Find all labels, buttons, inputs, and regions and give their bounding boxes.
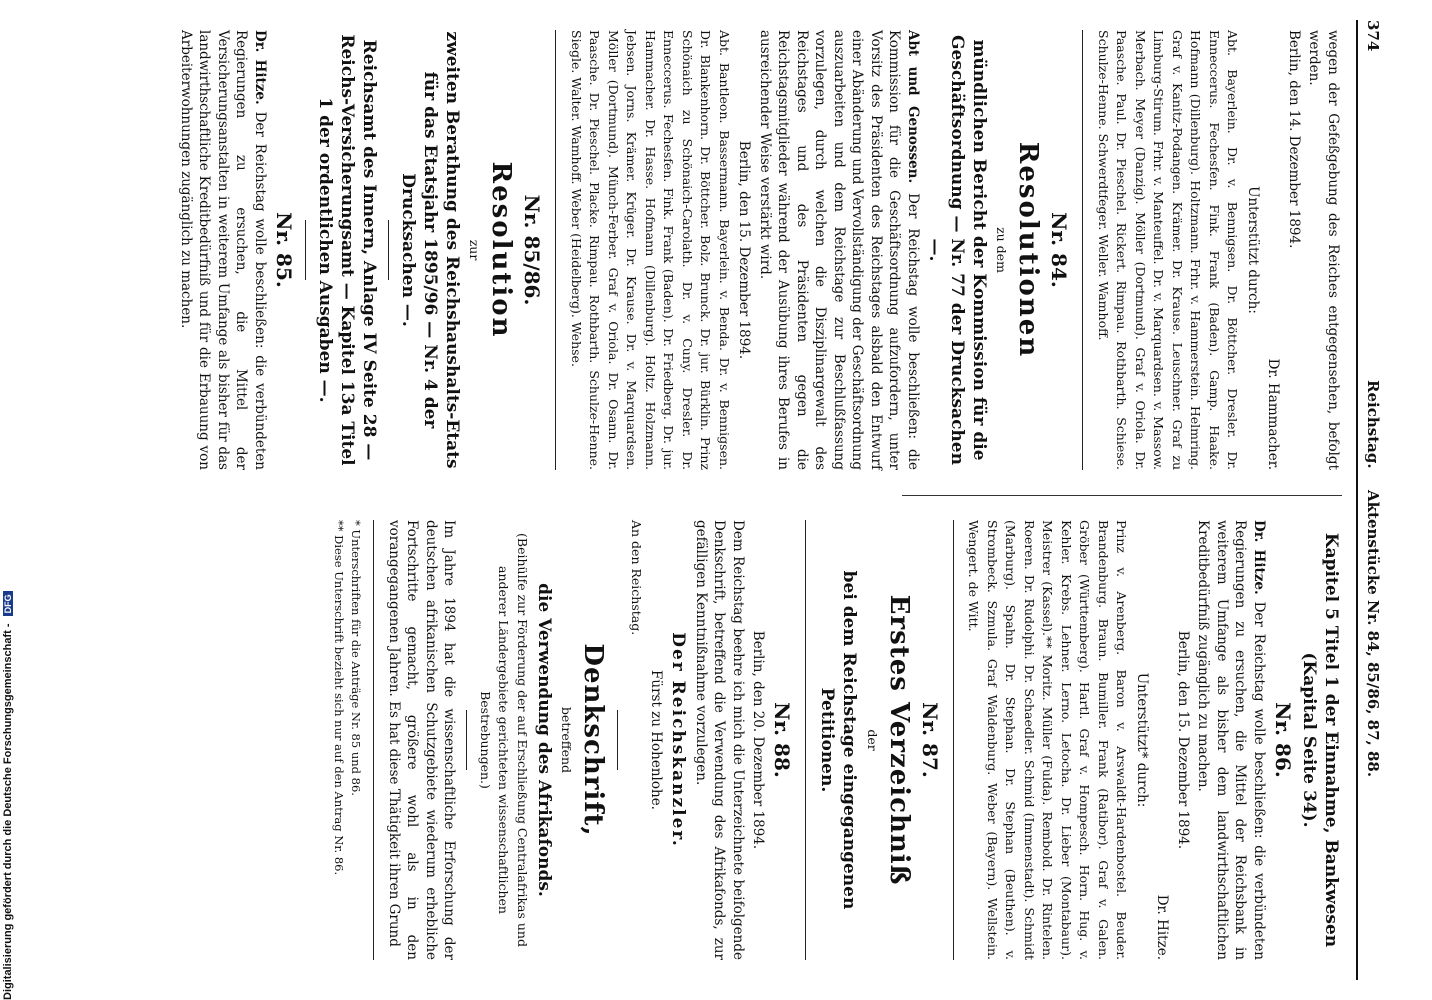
supporters-2: Abt. Bantleon. Bassermann. Bayerlein. v. Benda. Dr. v. Bennigsen. Dr. Blankenhorn. Dr. Böttcher. Bolz. Brunck. Dr. jur. Bürklin. Prinz Schönaich zu Schönaich-Carolath. Dr. v. Cuny. Dresler. Dr. Enneccerus. Fechesfen. Fink. Frank (Baden). Dr. Friedberg. Dr. jur. Hammacher. Dr. Hasse. Hofmann (Dillenburg). Holtz. Holzmann. Jebsen. Jorns. Krämer. Krüger. Dr. Krause. Dr. v. Marquardsen. Möller (Dortmund). Münch-Ferber. Graf v. Oriola. Dr. Osann. Dr. Paasche. Dr. Pieschel. Placke. Rimpau. Rothbarth. Schulze-Henne. Siegle. Walter. Wamhoff. Weber (Heidelberg). Wehse. <box>569 30 732 470</box>
separator-rule <box>556 30 557 470</box>
short-rule <box>618 710 619 770</box>
dfg-logo: DFG <box>3 591 13 616</box>
chancellor-title: Der Reichskanzler. <box>668 632 689 848</box>
second-reading-reference: zweiten Berathung des Reichshaushalts-Etats für das Etatsjahr 1895/96 — Nr. 4 der Drucksachen —. <box>398 31 462 469</box>
supported-by-2: Unterstützt* durch: <box>1134 672 1150 808</box>
page-number: 374 <box>1364 20 1382 52</box>
zu-dem-label: zu dem <box>994 227 1010 273</box>
header-title: Aktenstücke Nr. 84, 85/86, 87, 88. <box>1364 490 1382 778</box>
separator-rule <box>1083 30 1084 470</box>
nr-84-text: Der Reichstag wolle beschließen: die Kommission für die Geschäftsordnung aufzufordern, unter Vorsitz des Präsidenten des Reichstages alsbald den Entwurf einer Abänderung und Vervollständigung der Geschäftsordnung auszuarbeiten und dem Reichstage zur Beschlußfassung vorzulegen, durch welchen die Disziplinargewalt des Reichstages und des Präsidenten gegen die Reichstagsmitglieder während der Ausübung ihres Berufes in ausreichender Weise verstärkt wird. <box>757 30 921 470</box>
beihilfe-note: (Beihülfe zur Förderung der auf Erschließung Centralafrikas und anderer Ländergebiete gerichteten wissenschaftlichen Bestrebungen.) <box>478 533 530 947</box>
nr-86-heading: Nr. 86. <box>1271 702 1295 778</box>
kapitel-heading: Kapitel 5 Titel 1 der Einnahme, Bankwesen (Kapital Seite 34). <box>1299 532 1341 948</box>
reichsamt-reference: Reichsamt des Innern, Anlage IV Seite 28 — Reichs-Versicherungsamt — Kapitel 13a Titel 1 der ordentlichen Ausgaben —. <box>315 34 379 466</box>
date-3: Berlin, den 15. Dezember 1894. <box>1175 630 1191 850</box>
nr-84-heading: Nr. 84. <box>1047 212 1072 288</box>
page-header <box>1356 20 1384 980</box>
addressee: An den Reichstag. <box>629 520 644 636</box>
signer-3: Dr. Hitze. <box>1154 894 1171 960</box>
der-label: der <box>865 729 880 751</box>
digitization-credit-strip <box>0 0 22 1000</box>
nr-8586-heading: Nr. 85/86. <box>520 194 545 306</box>
separator-rule <box>806 520 807 960</box>
denkschrift-heading: Denkschrift, <box>578 643 609 837</box>
nr-84-body <box>756 30 923 470</box>
chancellor-name: Fürst zu Hohenlohe. <box>648 670 665 810</box>
verwendung-heading: die Verwendung des Afrikafonds. <box>534 583 554 897</box>
date-2: Berlin, den 15. Dezember 1894. <box>736 140 753 360</box>
separator-rule <box>953 520 954 960</box>
column-divider <box>902 495 1342 496</box>
betreffend-label: betreffend <box>559 706 575 774</box>
nr-85-text: Der Reichstag wolle beschließen: die verbündeten Regierungen zu ersuchen, die Mittel der Versicherungsanstalten in weiterem Umfange als bisher für das landwirthschaftliche Kreditbedürfniß und für die Erbauung von Arbeiterwohnungen zugänglich zu machen. <box>178 30 268 471</box>
nr-86-body <box>1194 520 1268 960</box>
zur-label: zur <box>467 239 483 261</box>
digitization-credit-text: Digitalisierung gefördert durch die Deutsche Forschungsgemeinschaft - <box>2 623 14 1000</box>
footnote-2: ** Diese Unterschrift bezieht sich nur auf den Antrag Nr. 86. <box>332 520 347 876</box>
nr-86-signer: Dr. Hitze. <box>1251 520 1267 595</box>
date-1: Berlin, den 14. Dezember 1894. <box>1286 30 1302 249</box>
erstes-verzeichnis-heading: Erstes Verzeichniß <box>884 594 914 886</box>
supporters-1: Abt. Bayerlein. Dr. v. Bennigsen. Dr. Böttcher. Dresler. Dr. Enneccerus. Fechesfen. Fink. Frank (Baden). Gamp. Haake. Hofmann (Dillenburg). Holtzmann. Frhr. v. Hammerstein. Helmring. Graf v. Kanitz-Podangen. Krämer. Dr. Krause. Leuschner. Graf zu Limburg-Stirum. Frhr. v. Manteuffel. Dr. v. Marquardsen. v. Massow. Merbach. Meyer (Danzig). Möller (Dortmund). Graf v. Oriola. Dr. Paasche. Paul. Dr. Pieschel. Rickert. Rimpau. Rothbarth. Schiese. Schulze-Henne. Schwerdtfeger. Weller. Wamhoff. <box>1096 30 1241 470</box>
nr-84-authors: Abt und Genossen. <box>905 30 921 184</box>
footnote-1: * Unterschriften für die Anträge Nr. 85 und 86. <box>349 520 364 796</box>
resolution-heading: Resolution <box>486 161 517 339</box>
nr-85-heading: Nr. 85. <box>272 212 296 288</box>
digitization-credit <box>2 580 14 1000</box>
intro-text: wegen der Gefeßgebung des Reiches entgegensehen, befolgt werden. <box>1306 30 1341 470</box>
left-column <box>175 30 1343 470</box>
nr-88-heading: Nr. 88. <box>770 702 795 778</box>
signer-1: Dr. Hammacher. <box>1265 358 1282 470</box>
right-column <box>330 520 1343 960</box>
supporters-3: Prinz v. Arenberg. Baron v. Arswaldt-Hardenbostel. Beuder. Brandenburg. Braun. Bumiller. Frank (Ratibor). Graf v. Galen. Gröber (Württemberg). Hartl. Graf v. Hompesch. Horn. Hug. v. Kehler. Krebs. Lehner. Lerno. Letocha. Dr. Lieber (Montabaur). Meistrer (Kassel).** Moritz. Müller (Fulda). Rembold. Dr. Rintelen. Roeren. Dr. Rudolphi. Dr. Schaedler. Schmid (Immenstadt). Schmidt (Marburg). Spahn. Dr. Stephan. Dr. Stephan (Beuthen). v. Strombeck. Szmula. Graf Waldenburg. Weber (Bayern). Wellstein. Wengert. de Witt. <box>966 520 1130 960</box>
nr-86-text: Der Reichstag wolle beschließen: die verbündeten Regierungen zu ersuchen, die Mittel der Reichsbank in weiterem Umfange als bisher dem landwirthschaftlichen Kreditbedürfniß zugänglich zu machen. <box>1195 520 1267 961</box>
report-reference: mündlichen Bericht der Kommission für die Geschäftsordnung — Nr. 77 der Drucksachen —. <box>925 35 989 465</box>
nr-87-heading: Nr. 87. <box>918 702 942 778</box>
petitions-heading: bei dem Reichstage eingegangenen Petitionen. <box>817 570 860 910</box>
nr-88-body: Dem Reichstag beehre ich mich die Unterzeichnete beifolgende Denkschrift, betreffend die Verwendung des Afrikafonds, zur gefälligen Kenntnißnahme vorzulegen. <box>693 520 746 960</box>
resolutionen-heading: Resolutionen <box>1013 141 1044 359</box>
nr-85-body <box>177 30 270 470</box>
footnote-rule <box>374 520 375 960</box>
supported-by-1: Unterstützt durch: <box>1245 186 1261 314</box>
header-source: Reichstag. <box>1364 380 1382 469</box>
date-4: Berlin, den 20. Dezember 1894. <box>750 630 767 850</box>
denkschrift-body: Im Jahre 1894 hat die wissenschaftliche Erforschung der deutschen afrikanischen Schutzgebiete wiederum erhebliche Fortschritte gemacht, größere wohl als in den vorangegangenen Jahren. Es hat diese Thätigkeit ihren Grund <box>386 520 458 960</box>
short-rule <box>467 710 468 770</box>
short-rule <box>388 220 389 280</box>
rotated-page-content <box>22 0 1402 1000</box>
nr-85-signer: Dr. Hitze. <box>252 30 268 105</box>
short-rule <box>305 220 306 280</box>
